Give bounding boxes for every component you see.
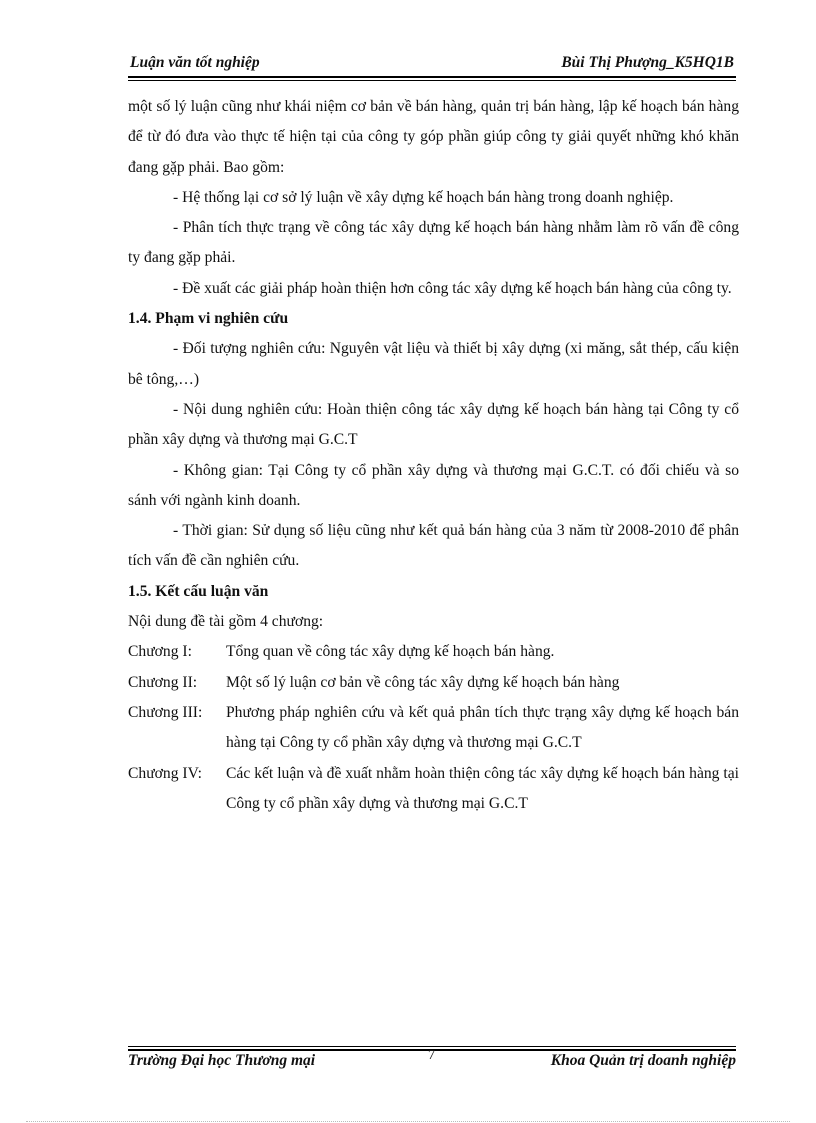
page-body [128,92,739,819]
footer-university: Trường Đại học Thương mại [128,1052,316,1069]
section-heading-scope: 1.4. Phạm vi nghiên cứu [128,310,289,328]
chapter-row [128,698,739,759]
header-author: Bùi Thị Phượng_K5HQ1B [561,54,734,71]
chapter-text: Các kết luận và đề xuất nhằm hoàn thiện công tác xây dựng kế hoạch bán hàng tại Công ty cổ phần xây dựng và thương mại G.C.T [226,764,739,812]
chapter-row [128,637,739,667]
chapter-row [128,759,739,820]
structure-intro: Nội dung đề tài gồm 4 chương: [128,613,324,631]
chapter-label: Chương III: [128,703,203,721]
header-thesis-title: Luận văn tốt nghiệp [130,54,260,71]
page-header [128,54,736,78]
objective-item: - Đề xuất các giải pháp hoàn thiện hơn công tác xây dựng kế hoạch bán hàng của công ty. [173,279,732,297]
header-rule-thin [128,80,736,81]
chapter-label: Chương II: [128,673,198,691]
section-heading-structure: 1.5. Kết cấu luận văn [128,582,269,600]
scope-item: - Nội dung nghiên cứu: Hoàn thiện công tác xây dựng kế hoạch bán hàng tại Công ty cổ phần xây dựng và thương mại G.C.T [128,400,739,449]
scope-item: - Thời gian: Sử dụng số liệu cũng như kết quả bán hàng của 3 năm từ 2008-2010 để phân tích vấn đề cần nghiên cứu. [128,522,739,570]
scope-item: - Không gian: Tại Công ty cổ phần xây dựng và thương mại G.C.T. có đối chiếu và so sánh với ngành kinh doanh. [128,461,739,509]
chapter-text: Tổng quan về công tác xây dựng kế hoạch bán hàng. [226,643,555,661]
page-footer [128,1046,736,1070]
chapter-text: Phương pháp nghiên cứu và kết quả phân tích thực trạng xây dựng kế hoạch bán hàng tại Công ty cổ phần xây dựng và thương mại G.C.T [226,703,739,752]
chapter-label: Chương I: [128,643,192,661]
page-number: 7 [428,1048,435,1063]
header-rule [128,76,736,78]
chapter-row [128,668,739,698]
objective-item: - Phân tích thực trạng về công tác xây dựng kế hoạch bán hàng nhằm làm rõ vấn đề công ty đang gặp phải. [128,219,739,267]
intro-paragraph: một số lý luận cũng như khái niệm cơ bản về bán hàng, quản trị bán hàng, lập kế hoạch bán hàng để từ đó đưa vào thực tế hiện tại của công ty góp phần giúp công ty giải quyết những khó khăn đang gặp phải. Bao gồm: [128,98,739,176]
page-edge-dotted-line [26,1121,790,1122]
scope-item: - Đối tượng nghiên cứu: Nguyên vật liệu và thiết bị xây dựng (xi măng, sắt thép, cấu kiện bê tông,…) [128,340,739,388]
footer-rule-thin [128,1046,736,1047]
chapter-label: Chương IV: [128,764,203,782]
footer-faculty: Khoa Quản trị doanh nghiệp [550,1052,736,1069]
chapter-text: Một số lý luận cơ bản về công tác xây dựng kế hoạch bán hàng [226,673,620,691]
objective-item: - Hệ thống lại cơ sở lý luận về xây dựng kế hoạch bán hàng trong doanh nghiệp. [173,188,674,206]
